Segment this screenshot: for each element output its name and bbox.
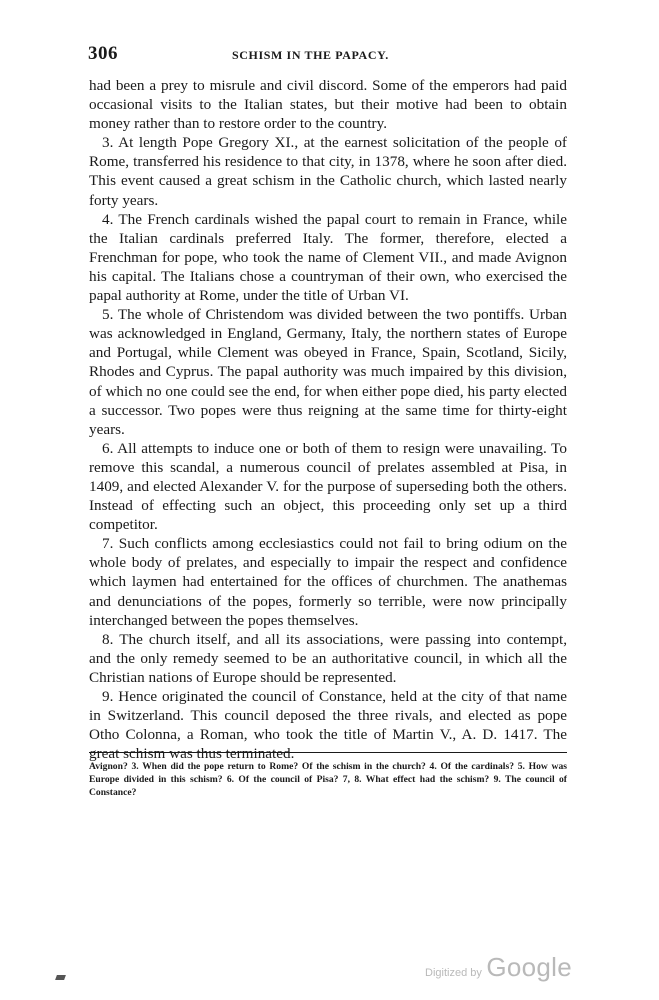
- paragraph-8: 8. The church itself, and all its associations, were passing into contempt, and the only remedy seemed to be an authoritative council, in which all the Christian nations of Europe should be represented.: [89, 630, 567, 686]
- paragraph-5: 5. The whole of Christendom was divided between the two pontiffs. Urban was acknowledged in England, Germany, Italy, the northern states of Europe and Portugal, while Clement was obeyed in France, Spain, Scotland, Sicily, Rhodes and Cyprus. The papal authority was much impaired by this division, of which no one could see the end, for when either pope died, his party elected a successor. Two popes were thus reigning at the same time for thirty-eight years.: [89, 306, 567, 438]
- footnote-questions: Avignon? 3. When did the pope return to Rome? Of the schism in the church? 4. Of the cardinals? 5. How was Europe divided in this schism? 6. Of the council of Pisa? 7, 8. What effect had the schism? 9. The council of Constance?: [89, 761, 567, 798]
- paragraph-continuation: had been a prey to misrule and civil discord. Some of the emperors had paid occasional visits to the Italian states, but their motive had been to obtain money rather than to restore order to the country.: [89, 77, 567, 133]
- running-head: SCHISM IN THE PAPACY.: [232, 48, 389, 62]
- paragraph-3: 3. At length Pope Gregory XI., at the earnest solicitation of the people of Rome, transferred his residence to that city, in 1378, where he soon after died. This event caused a great schism in the Catholic church, which lasted nearly forty years.: [89, 134, 567, 209]
- digitized-watermark: [425, 952, 572, 983]
- scan-mark: [55, 975, 66, 980]
- google-logo: Google: [486, 952, 572, 982]
- page-number: 306: [88, 43, 118, 64]
- watermark-prefix: Digitized by: [425, 967, 482, 979]
- footnote-divider: [89, 752, 567, 753]
- body-text: [89, 76, 567, 763]
- paragraph-7: 7. Such conflicts among ecclesiastics could not fail to bring odium on the whole body of prelates, and especially to impair the respect and confidence which laymen had entertained for the offices of churchmen. The anathemas and denunciations of the popes, formerly so terrible, were now principally interchanged between the popes themselves.: [89, 535, 567, 629]
- paragraph-6: 6. All attempts to induce one or both of them to resign were unavailing. To remove this scandal, a numerous council of prelates assembled at Pisa, in 1409, and elected Alexander V. for the purpose of superseding both the others. Instead of effecting such an object, this proceeding only set up a third competitor.: [89, 439, 567, 534]
- paragraph-4: 4. The French cardinals wished the papal court to remain in France, while the Italian cardinals preferred Italy. The former, therefore, elected a Frenchman for pope, who took the name of Clement VII., and made Avignon his capital. The Italians chose a countryman of their own, who exercised the papal authority at Rome, under the title of Urban VI.: [89, 210, 567, 305]
- paragraph-9: 9. Hence originated the council of Constance, held at the city of that name in Switzerland. This council deposed the three rivals, and elected as pope Otho Colonna, a Roman, who took the title of Martin V., A. D. 1417. The great schism was thus terminated.: [89, 688, 567, 763]
